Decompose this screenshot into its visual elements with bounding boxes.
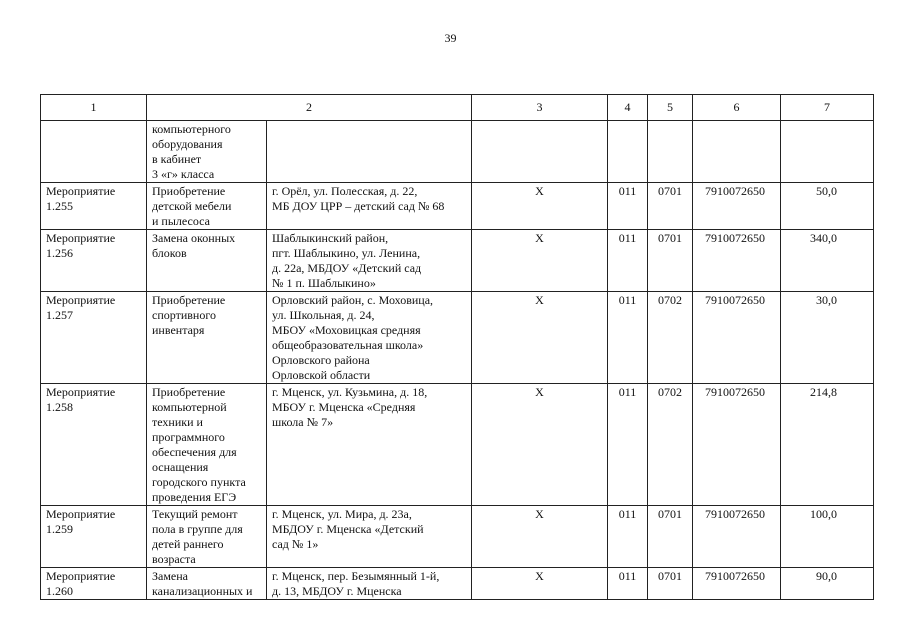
cell-col-4: 011 [608, 506, 648, 568]
header-col-2: 2 [147, 95, 472, 121]
cell-description: Приобретение детской мебели и пылесоса [147, 183, 267, 230]
cell-col-4: 011 [608, 230, 648, 292]
header-col-7: 7 [781, 95, 874, 121]
cell-col-3: Х [472, 292, 608, 384]
cell-col-3: Х [472, 384, 608, 506]
cell-address: г. Мценск, пер. Безымянный 1-й, д. 13, МБДОУ г. Мценска [267, 568, 472, 600]
header-col-5: 5 [648, 95, 693, 121]
cell-col-6: 7910072650 [693, 183, 781, 230]
table-row [41, 121, 874, 183]
header-row [41, 95, 874, 121]
cell-col-5: 0701 [648, 183, 693, 230]
cell-event: Мероприятие 1.256 [41, 230, 147, 292]
cell-col-7 [781, 121, 874, 183]
cell-col-4: 011 [608, 292, 648, 384]
cell-description: компьютерного оборудования в кабинет 3 «г» класса [147, 121, 267, 183]
cell-event [41, 121, 147, 183]
cell-col-4: 011 [608, 183, 648, 230]
cell-event: Мероприятие 1.258 [41, 384, 147, 506]
cell-col-7: 214,8 [781, 384, 874, 506]
cell-col-5: 0702 [648, 292, 693, 384]
cell-address: г. Мценск, ул. Кузьмина, д. 18, МБОУ г. Мценска «Средняя школа № 7» [267, 384, 472, 506]
cell-col-7: 100,0 [781, 506, 874, 568]
cell-col-7: 50,0 [781, 183, 874, 230]
header-col-6: 6 [693, 95, 781, 121]
cell-col-3: Х [472, 230, 608, 292]
cell-address: Орловский район, с. Моховица, ул. Школьная, д. 24, МБОУ «Моховицкая средняя общеобразовательная школа» Орловского района Орловской области [267, 292, 472, 384]
cell-col-6: 7910072650 [693, 506, 781, 568]
table-row [41, 183, 874, 230]
cell-col-3: Х [472, 568, 608, 600]
cell-col-7: 30,0 [781, 292, 874, 384]
cell-event: Мероприятие 1.260 [41, 568, 147, 600]
page-number: 39 [444, 31, 457, 45]
cell-col-6 [693, 121, 781, 183]
cell-col-6: 7910072650 [693, 292, 781, 384]
cell-col-7: 90,0 [781, 568, 874, 600]
cell-address: г. Мценск, ул. Мира, д. 23а, МБДОУ г. Мценска «Детский сад № 1» [267, 506, 472, 568]
cell-event: Мероприятие 1.257 [41, 292, 147, 384]
cell-col-5: 0702 [648, 384, 693, 506]
table-row [41, 230, 874, 292]
cell-description: Замена оконных блоков [147, 230, 267, 292]
cell-col-4: 011 [608, 568, 648, 600]
cell-col-4 [608, 121, 648, 183]
table-row [41, 292, 874, 384]
table-row [41, 506, 874, 568]
cell-col-7: 340,0 [781, 230, 874, 292]
cell-event: Мероприятие 1.255 [41, 183, 147, 230]
table-body [41, 95, 874, 600]
cell-col-5: 0701 [648, 568, 693, 600]
cell-description: Замена канализационных и [147, 568, 267, 600]
cell-col-3 [472, 121, 608, 183]
header-col-1: 1 [41, 95, 147, 121]
cell-col-4: 011 [608, 384, 648, 506]
cell-col-6: 7910072650 [693, 568, 781, 600]
cell-description: Приобретение спортивного инвентаря [147, 292, 267, 384]
header-col-3: 3 [472, 95, 608, 121]
table-row [41, 568, 874, 600]
cell-col-6: 7910072650 [693, 384, 781, 506]
cell-col-5: 0701 [648, 506, 693, 568]
cell-description: Текущий ремонт пола в группе для детей раннего возраста [147, 506, 267, 568]
cell-address [267, 121, 472, 183]
cell-event: Мероприятие 1.259 [41, 506, 147, 568]
header-col-4: 4 [608, 95, 648, 121]
cell-col-6: 7910072650 [693, 230, 781, 292]
cell-col-5: 0701 [648, 230, 693, 292]
cell-col-3: Х [472, 506, 608, 568]
table-row [41, 384, 874, 506]
budget-table [40, 94, 874, 600]
cell-address: г. Орёл, ул. Полесская, д. 22, МБ ДОУ ЦРР – детский сад № 68 [267, 183, 472, 230]
cell-col-5 [648, 121, 693, 183]
cell-col-3: Х [472, 183, 608, 230]
cell-address: Шаблыкинский район, пгт. Шаблыкино, ул. Ленина, д. 22а, МБДОУ «Детский сад № 1 п. Шаблыкино» [267, 230, 472, 292]
cell-description: Приобретение компьютерной техники и программного обеспечения для оснащения городского пункта проведения ЕГЭ [147, 384, 267, 506]
